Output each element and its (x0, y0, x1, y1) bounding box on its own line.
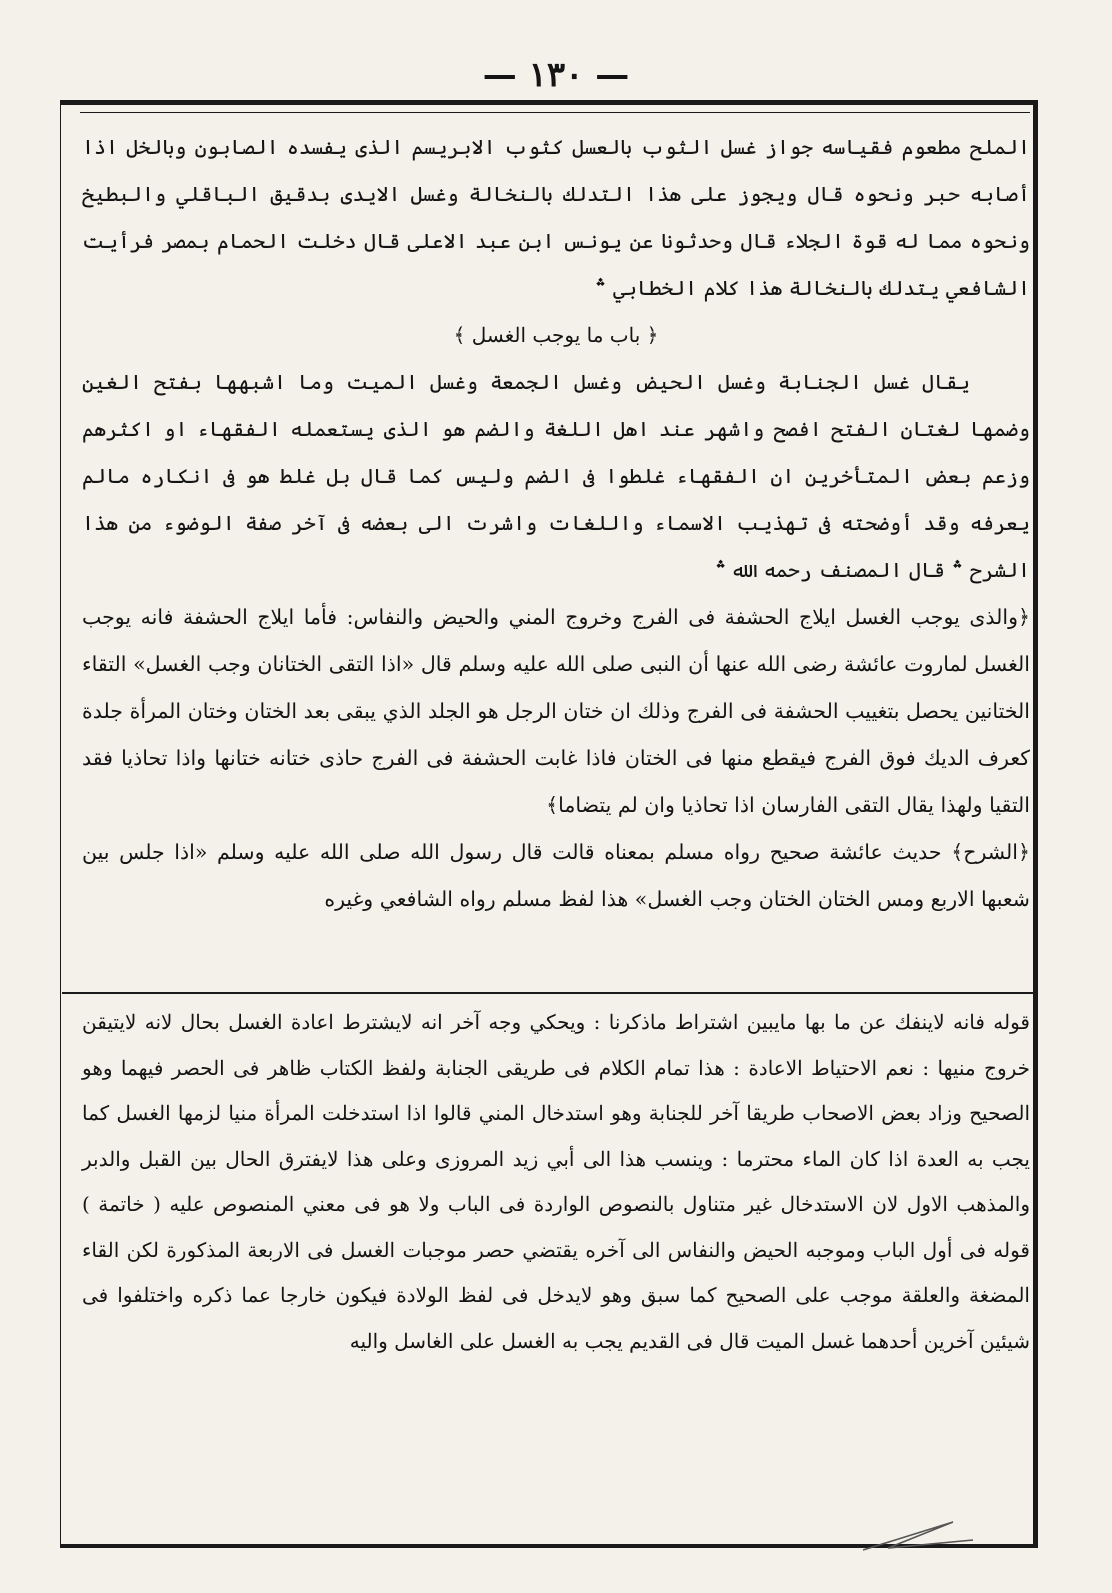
footnote-divider (62, 992, 1037, 994)
paragraph-continuation: الملح مطعوم فقياسه جواز غسل الثوب بالعسل كثوب الابريسم الذى يفسده الصابون وبالخل اذا أصابه حبر ونحوه قال ويجوز على هذا التدلك بالنخالة وغسل الايدى بدقيق الباقلي والبطيخ ونحوه مما له قوة الجلاء قال وحدثونا عن يونس ابن عبد الاعلى قال دخلت الحمام بمصر فرأيت الشافعي يتدلك بالنخالة هذا كلام الخطابي ؞ (82, 135, 1030, 300)
frame-inner-rule (80, 112, 1030, 113)
footnotes (82, 1000, 1030, 1540)
paragraph-sharh: ﴿الشرح﴾ حديث عائشة صحيح رواه مسلم بمعناه قالت قال رسول الله صلى الله عليه وسلم «اذا جلس بين شعبها الاربع ومس الختان الختان وجب الغسل» هذا لفظ مسلم رواه الشافعي وغيره (82, 840, 1030, 911)
pen-mark (858, 1510, 978, 1560)
paragraph-matn: ﴿والذى يوجب الغسل ايلاج الحشفة فى الفرج وخروج المني والحيض والنفاس: فأما ايلاج الحشفة فانه يوجب الغسل لماروت عائشة رضى الله عنها أن النبى صلى الله عليه وسلم قال «اذا التقى الختانان وجب الغسل» التقاء الختانين يحصل بتغييب الحشفة فى الفرج وذلك ان ختان الرجل هو الجلد الذي يبقى بعد الختان وختان المرأة جلدة كعرف الديك فوق الفرج فيقطع منها فى الختان فاذا غابت الحشفة فى الفرج حاذى ختانه ختانها واذا تحاذيا فقد التقيا ولهذا يقال التقى الفارسان اذا تحاذيا وان لم يتضاما﴾ (82, 605, 1030, 817)
footnote-text: قوله فانه لاينفك عن ما بها مايبين اشتراط ماذكرنا : ويحكي وجه آخر انه لايشترط اعادة الغسل بحال لانه لايتيقن خروج منيها : نعم الاحتياط الاعادة : هذا تمام الكلام فى طريقى الجنابة ولفظ الكتاب ظاهر فى الحصر فيهما وهو الصحيح وزاد بعض الاصحاب طريقا آخر للجنابة وهو استدخال المني قالوا اذا استدخلت المرأة منيا لزمها الغسل كما يجب به العدة اذا كان الماء محترما : وينسب هذا الى أبي زيد المروزى وعلى هذا لايفترق الحال بين القبل والدبر والمذهب الاول لان الاستدخال غير متناول بالنصوص الواردة فى الباب ولا هو فى معني المنصوص عليه ( خاتمة ) قوله فى أول الباب وموجبه الحيض والنفاس الى آخره يقتضي حصر موجبات الغسل فى الاربعة المذكورة لكن القاء المضغة والعلقة موجب على الصحيح كما سبق وهو لايدخل فى لفظ الولادة فيكون خارجا عما ذكره واختلفوا فى شيئين آخرين أحدهما غسل الميت قال فى القديم يجب به الغسل على الغاسل واليه (82, 1010, 1030, 1353)
chapter-heading: ﴿ باب ما يوجب الغسل ﴾ (453, 323, 659, 347)
page-number: — ١٣٠ — (482, 55, 630, 95)
main-text (82, 124, 1030, 986)
paragraph-definition: يقال غسل الجنابة وغسل الحيض وغسل الجمعة وغسل الميت وما اشبهها بفتح الغين وضمها لغتان الفتح افصح واشهر عند اهل اللغة والضم هو الذى يستعمله الفقهاء او اكثرهم وزعم بعض المتأخرين ان الفقهاء غلطوا فى الضم وليس كما قال بل غلط هو فى انكاره مالم يعرفه وقد أوضحته فى تهذيب الاسماء واللغات واشرت الى بعضه فى آخر صفة الوضوء من هذا الشرح ؞ قال المصنف رحمه الله ؞ (82, 370, 1030, 582)
